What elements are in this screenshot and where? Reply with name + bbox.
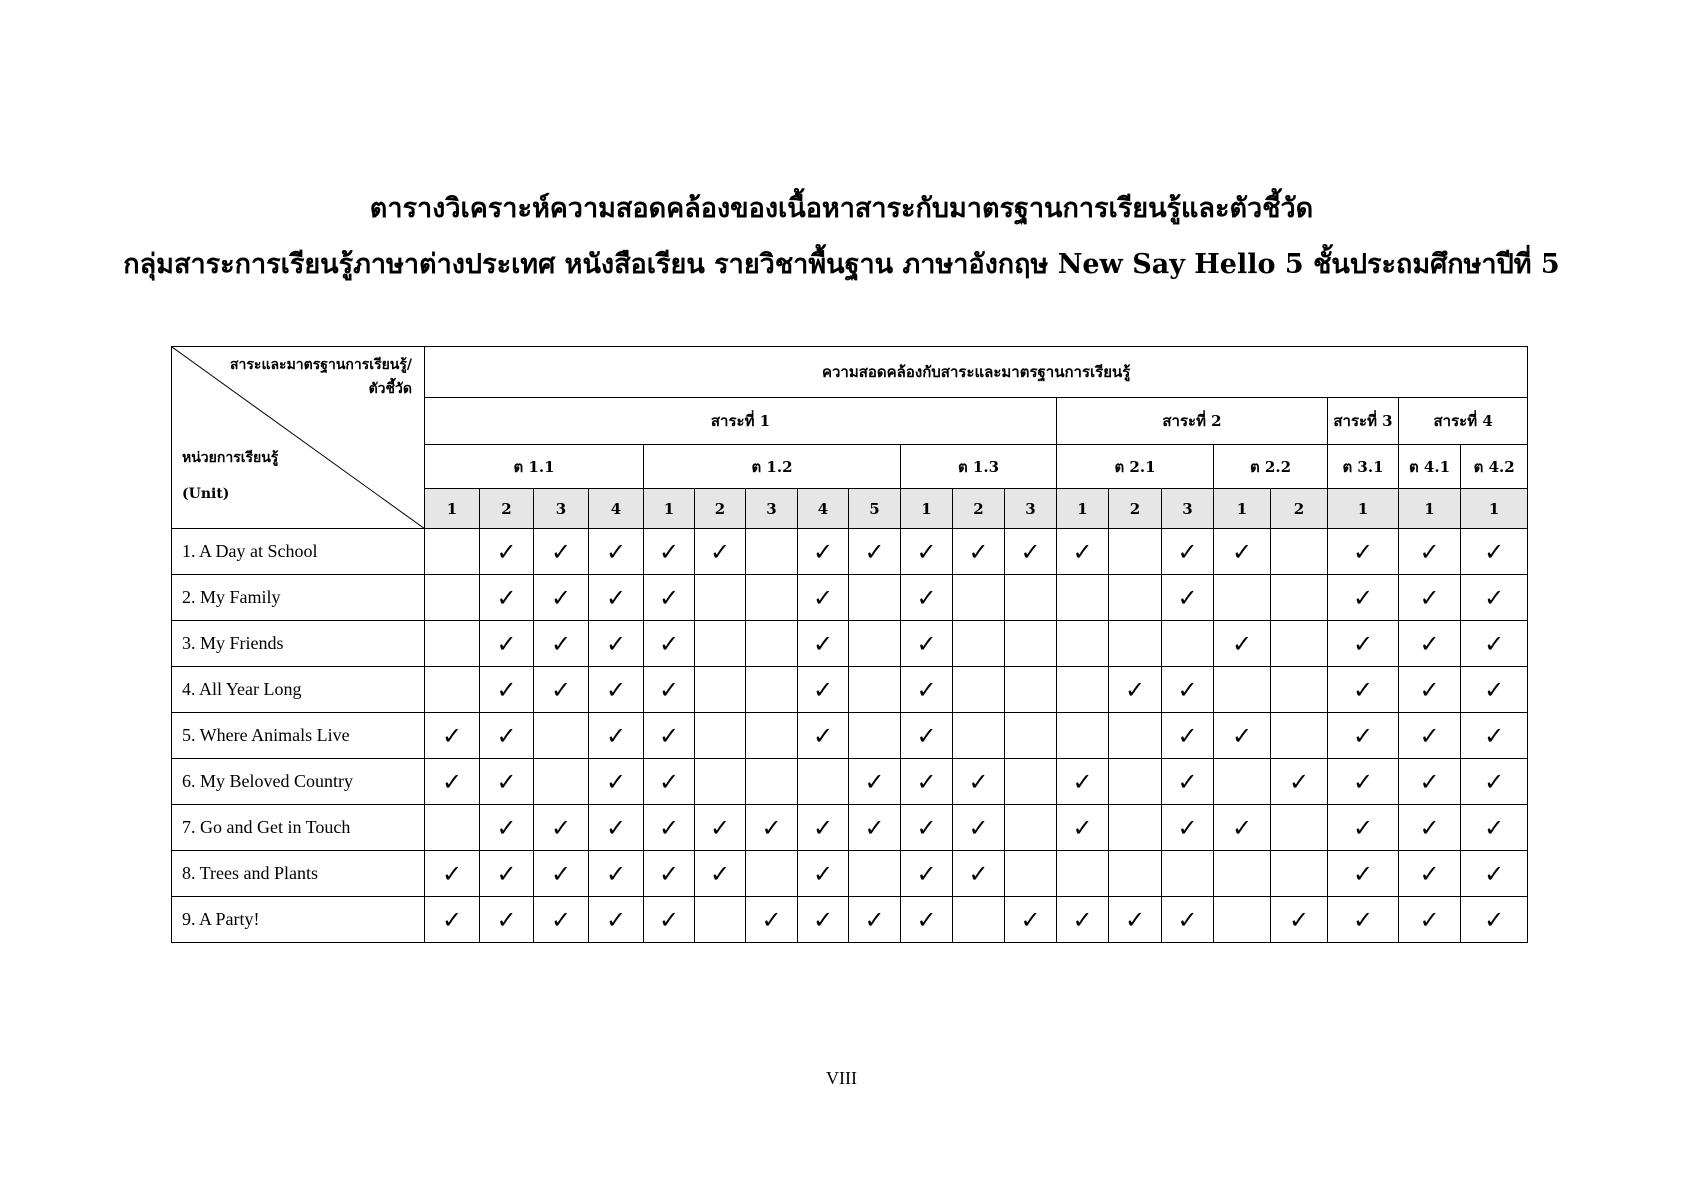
empty-cell [1005,851,1057,897]
document-title-line2: กลุ่มสาระการเรียนรู้ภาษาต่างประเทศ หนังสือเรียน รายวิชาพื้นฐาน ภาษาอังกฤษ New Say Hello 5 ชั้นประถมศึกษาปีที่ 5 [123,249,1560,280]
check-mark-icon: ✓ [849,897,901,943]
empty-cell [1005,575,1057,621]
check-mark-icon: ✓ [1162,529,1214,575]
empty-cell [1109,713,1162,759]
check-mark-icon: ✓ [1214,805,1271,851]
empty-cell [1271,851,1328,897]
unit-name-cell: 6. My Beloved Country [172,759,425,805]
check-mark-icon: ✓ [798,575,849,621]
check-mark-icon: ✓ [695,529,746,575]
empty-cell [798,759,849,805]
check-mark-icon: ✓ [1461,805,1528,851]
check-mark-icon: ✓ [1399,897,1461,943]
empty-cell [1162,621,1214,667]
check-mark-icon: ✓ [480,667,534,713]
empty-cell [1214,897,1271,943]
check-mark-icon: ✓ [1214,713,1271,759]
table-row [172,575,1528,621]
empty-cell [1057,621,1109,667]
check-mark-icon: ✓ [1005,897,1057,943]
check-mark-icon: ✓ [901,575,953,621]
empty-cell [534,759,589,805]
check-mark-icon: ✓ [644,575,695,621]
indicator-number-cell: 1 [1461,489,1528,529]
indicator-number-cell: 1 [1399,489,1461,529]
check-mark-icon: ✓ [644,529,695,575]
empty-cell [1109,759,1162,805]
empty-cell [1057,851,1109,897]
empty-cell [1109,575,1162,621]
check-mark-icon: ✓ [1399,621,1461,667]
check-mark-icon: ✓ [589,667,644,713]
main-header: ความสอดคล้องกับสาระและมาตรฐานการเรียนรู้ [425,347,1528,398]
check-mark-icon: ✓ [1109,897,1162,943]
check-mark-icon: ✓ [425,713,480,759]
empty-cell [1057,713,1109,759]
check-mark-icon: ✓ [589,897,644,943]
empty-cell [953,897,1005,943]
empty-cell [695,667,746,713]
table-row [172,897,1528,943]
check-mark-icon: ✓ [589,529,644,575]
check-mark-icon: ✓ [644,897,695,943]
empty-cell [1271,805,1328,851]
empty-cell [1214,667,1271,713]
table-row [172,759,1528,805]
check-mark-icon: ✓ [1109,667,1162,713]
empty-cell [1271,529,1328,575]
empty-cell [695,713,746,759]
unit-name-cell: 9. A Party! [172,897,425,943]
unit-name-cell: 5. Where Animals Live [172,713,425,759]
check-mark-icon: ✓ [1057,897,1109,943]
check-mark-icon: ✓ [534,851,589,897]
standard-header-1-3: ต 1.3 [901,445,1057,489]
check-mark-icon: ✓ [901,897,953,943]
check-mark-icon: ✓ [589,759,644,805]
check-mark-icon: ✓ [644,713,695,759]
check-mark-icon: ✓ [589,805,644,851]
empty-cell [1005,667,1057,713]
empty-cell [1005,759,1057,805]
check-mark-icon: ✓ [1461,575,1528,621]
empty-cell [1109,851,1162,897]
indicator-number-cell: 1 [644,489,695,529]
indicator-number-cell: 2 [695,489,746,529]
document-title-line1: ตารางวิเคราะห์ความสอดคล้องของเนื้อหาสาระกับมาตรฐานการเรียนรู้และตัวชี้วัด [369,193,1314,224]
check-mark-icon: ✓ [798,897,849,943]
check-mark-icon: ✓ [1399,851,1461,897]
table-row [172,805,1528,851]
check-mark-icon: ✓ [1328,851,1399,897]
standard-header-2-1: ต 2.1 [1057,445,1214,489]
check-mark-icon: ✓ [480,897,534,943]
empty-cell [425,575,480,621]
indicator-number-cell: 1 [1328,489,1399,529]
check-mark-icon: ✓ [1162,667,1214,713]
check-mark-icon: ✓ [480,759,534,805]
check-mark-icon: ✓ [534,897,589,943]
indicator-number-cell: 3 [1162,489,1214,529]
page-number: VIII [826,1068,857,1088]
empty-cell [1271,713,1328,759]
check-mark-icon: ✓ [901,759,953,805]
check-mark-icon: ✓ [589,713,644,759]
empty-cell [1271,667,1328,713]
strand-header-4: สาระที่ 4 [1399,398,1528,445]
check-mark-icon: ✓ [534,621,589,667]
check-mark-icon: ✓ [901,851,953,897]
empty-cell [1057,667,1109,713]
indicator-number-cell: 2 [1109,489,1162,529]
empty-cell [1005,713,1057,759]
check-mark-icon: ✓ [1271,759,1328,805]
empty-cell [849,621,901,667]
table-row [172,713,1528,759]
check-mark-icon: ✓ [1461,621,1528,667]
check-mark-icon: ✓ [849,529,901,575]
empty-cell [1271,621,1328,667]
indicator-number-cell: 1 [425,489,480,529]
check-mark-icon: ✓ [1328,575,1399,621]
check-mark-icon: ✓ [534,805,589,851]
check-mark-icon: ✓ [589,575,644,621]
empty-cell [1005,621,1057,667]
corner-top-line2: ตัวชี้วัด [368,381,412,397]
empty-cell [746,851,798,897]
check-mark-icon: ✓ [746,805,798,851]
standard-header-4-2: ต 4.2 [1461,445,1528,489]
table-row [172,851,1528,897]
check-mark-icon: ✓ [1461,529,1528,575]
standard-header-2-2: ต 2.2 [1214,445,1328,489]
empty-cell [425,621,480,667]
empty-cell [425,667,480,713]
check-mark-icon: ✓ [1057,805,1109,851]
standard-header-3-1: ต 3.1 [1328,445,1399,489]
check-mark-icon: ✓ [589,621,644,667]
check-mark-icon: ✓ [1461,667,1528,713]
empty-cell [1271,575,1328,621]
check-mark-icon: ✓ [1162,897,1214,943]
unit-name-cell: 1. A Day at School [172,529,425,575]
empty-cell [534,713,589,759]
empty-cell [1005,805,1057,851]
standard-header-4-1: ต 4.1 [1399,445,1461,489]
empty-cell [849,667,901,713]
check-mark-icon: ✓ [1399,575,1461,621]
check-mark-icon: ✓ [1328,667,1399,713]
check-mark-icon: ✓ [1328,713,1399,759]
check-mark-icon: ✓ [480,529,534,575]
indicator-number-cell: 2 [953,489,1005,529]
check-mark-icon: ✓ [1399,529,1461,575]
empty-cell [695,897,746,943]
check-mark-icon: ✓ [1328,529,1399,575]
indicator-number-cell: 4 [589,489,644,529]
indicator-number-cell: 1 [1214,489,1271,529]
empty-cell [953,575,1005,621]
check-mark-icon: ✓ [798,805,849,851]
check-mark-icon: ✓ [798,529,849,575]
empty-cell [1109,621,1162,667]
indicator-number-cell: 5 [849,489,901,529]
empty-cell [425,529,480,575]
check-mark-icon: ✓ [534,529,589,575]
check-mark-icon: ✓ [480,805,534,851]
check-mark-icon: ✓ [901,529,953,575]
check-mark-icon: ✓ [849,805,901,851]
empty-cell [1214,575,1271,621]
check-mark-icon: ✓ [1399,759,1461,805]
unit-name-cell: 7. Go and Get in Touch [172,805,425,851]
corner-bottom-line2: (Unit) [182,486,230,502]
table-row [172,621,1528,667]
check-mark-icon: ✓ [644,759,695,805]
table-row [172,529,1528,575]
check-mark-icon: ✓ [953,529,1005,575]
corner-bottom-line1: หน่วยการเรียนรู้ [182,450,279,466]
check-mark-icon: ✓ [798,621,849,667]
check-mark-icon: ✓ [1461,851,1528,897]
check-mark-icon: ✓ [1328,621,1399,667]
empty-cell [1214,851,1271,897]
corner-top-line1: สาระและมาตรฐานการเรียนรู้/ [230,357,412,373]
check-mark-icon: ✓ [644,851,695,897]
empty-cell [695,621,746,667]
check-mark-icon: ✓ [1461,897,1528,943]
check-mark-icon: ✓ [589,851,644,897]
table-corner-header [172,347,425,529]
unit-name-cell: 4. All Year Long [172,667,425,713]
check-mark-icon: ✓ [1271,897,1328,943]
check-mark-icon: ✓ [1328,759,1399,805]
check-mark-icon: ✓ [1399,805,1461,851]
check-mark-icon: ✓ [746,897,798,943]
unit-name-cell: 2. My Family [172,575,425,621]
standard-header-1-1: ต 1.1 [425,445,644,489]
strand-header-1: สาระที่ 1 [425,398,1057,445]
check-mark-icon: ✓ [534,667,589,713]
check-mark-icon: ✓ [1328,897,1399,943]
indicator-number-cell: 3 [1005,489,1057,529]
empty-cell [746,667,798,713]
check-mark-icon: ✓ [1399,667,1461,713]
empty-cell [746,529,798,575]
check-mark-icon: ✓ [1214,529,1271,575]
unit-name-cell: 8. Trees and Plants [172,851,425,897]
strand-header-3: สาระที่ 3 [1328,398,1399,445]
check-mark-icon: ✓ [901,667,953,713]
check-mark-icon: ✓ [1057,759,1109,805]
empty-cell [695,759,746,805]
unit-name-cell: 3. My Friends [172,621,425,667]
check-mark-icon: ✓ [695,805,746,851]
check-mark-icon: ✓ [425,759,480,805]
check-mark-icon: ✓ [901,713,953,759]
check-mark-icon: ✓ [953,759,1005,805]
alignment-table [171,346,1528,943]
check-mark-icon: ✓ [798,713,849,759]
empty-cell [1109,805,1162,851]
empty-cell [746,759,798,805]
check-mark-icon: ✓ [425,851,480,897]
check-mark-icon: ✓ [480,621,534,667]
empty-cell [746,575,798,621]
check-mark-icon: ✓ [480,851,534,897]
indicator-number-cell: 3 [534,489,589,529]
check-mark-icon: ✓ [798,851,849,897]
empty-cell [695,575,746,621]
empty-cell [953,621,1005,667]
table-row [172,667,1528,713]
indicator-number-cell: 1 [1057,489,1109,529]
check-mark-icon: ✓ [1005,529,1057,575]
check-mark-icon: ✓ [1328,805,1399,851]
check-mark-icon: ✓ [1162,759,1214,805]
check-mark-icon: ✓ [1162,805,1214,851]
indicator-number-cell: 3 [746,489,798,529]
standard-header-1-2: ต 1.2 [644,445,901,489]
check-mark-icon: ✓ [425,897,480,943]
empty-cell [1214,759,1271,805]
empty-cell [953,667,1005,713]
strand-header-2: สาระที่ 2 [1057,398,1328,445]
check-mark-icon: ✓ [1162,575,1214,621]
check-mark-icon: ✓ [1461,713,1528,759]
corner-top-label [230,353,412,401]
indicator-number-cell: 1 [901,489,953,529]
check-mark-icon: ✓ [1214,621,1271,667]
indicator-number-cell: 2 [1271,489,1328,529]
check-mark-icon: ✓ [1057,529,1109,575]
empty-cell [849,851,901,897]
check-mark-icon: ✓ [480,575,534,621]
check-mark-icon: ✓ [695,851,746,897]
empty-cell [425,805,480,851]
check-mark-icon: ✓ [849,759,901,805]
check-mark-icon: ✓ [798,667,849,713]
empty-cell [1162,851,1214,897]
check-mark-icon: ✓ [953,851,1005,897]
empty-cell [849,575,901,621]
check-mark-icon: ✓ [644,621,695,667]
check-mark-icon: ✓ [901,621,953,667]
check-mark-icon: ✓ [1461,759,1528,805]
empty-cell [746,713,798,759]
empty-cell [1057,575,1109,621]
empty-cell [746,621,798,667]
check-mark-icon: ✓ [644,805,695,851]
check-mark-icon: ✓ [480,713,534,759]
check-mark-icon: ✓ [901,805,953,851]
empty-cell [849,713,901,759]
empty-cell [1109,529,1162,575]
indicator-number-cell: 4 [798,489,849,529]
check-mark-icon: ✓ [1399,713,1461,759]
check-mark-icon: ✓ [644,667,695,713]
check-mark-icon: ✓ [534,575,589,621]
indicator-number-cell: 2 [480,489,534,529]
empty-cell [953,713,1005,759]
check-mark-icon: ✓ [1162,713,1214,759]
check-mark-icon: ✓ [953,805,1005,851]
